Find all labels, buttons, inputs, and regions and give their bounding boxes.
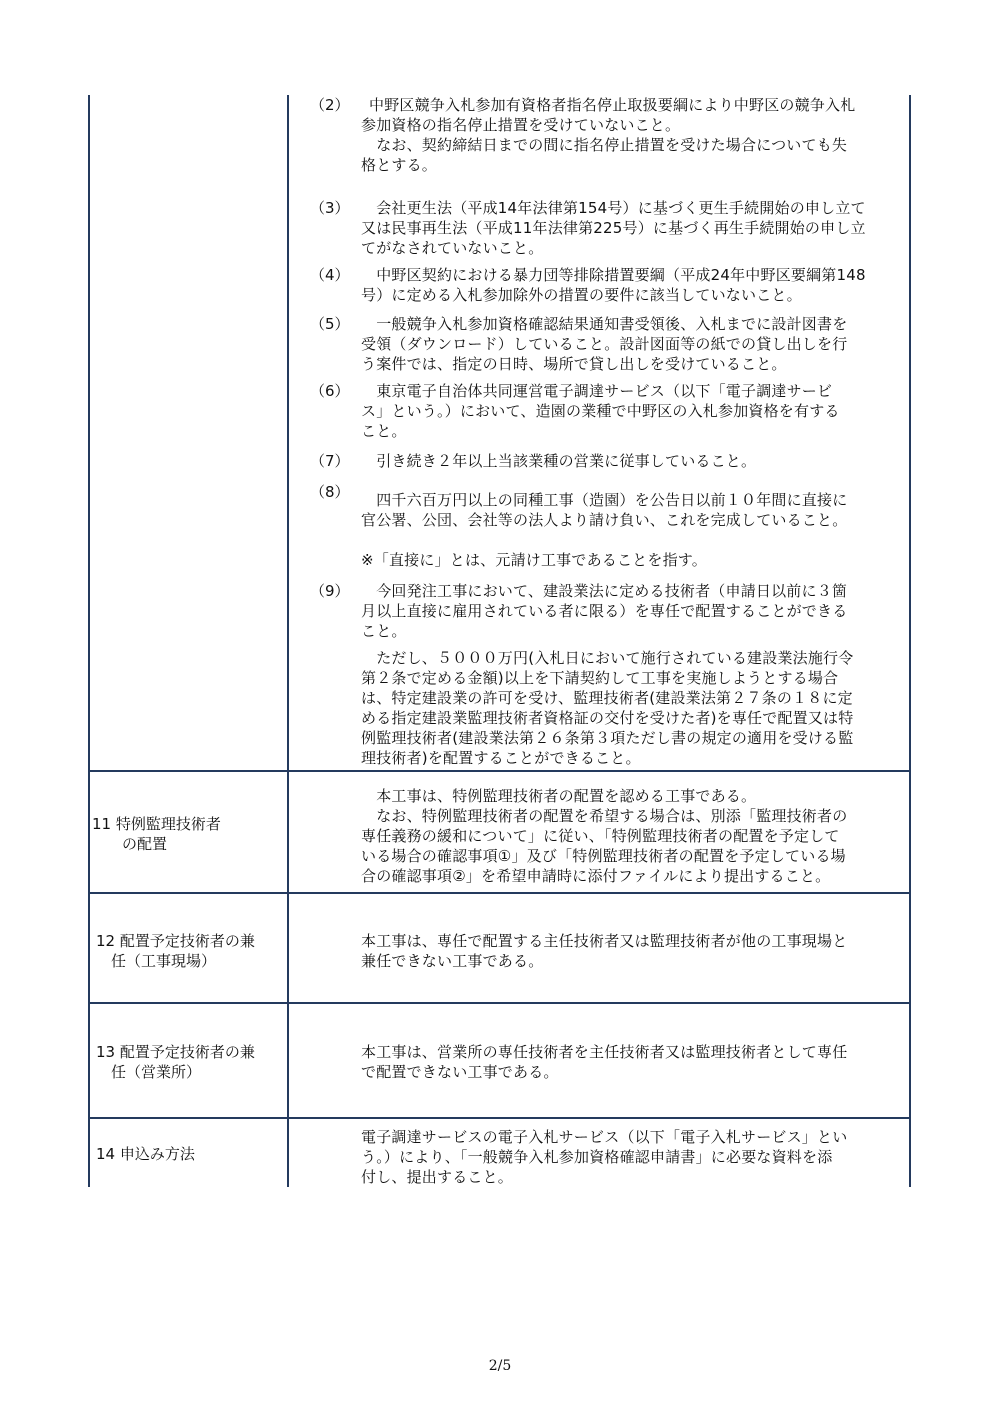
section-content-line: 専任義務の緩和について」に従い、「特例監理技術者の配置を予定して	[361, 827, 840, 845]
table-right-border	[909, 95, 911, 1187]
item-line: 官公署、公団、会社等の法人より請け負い、これを完成していること。	[361, 511, 848, 529]
item-line: 又は民事再生法（平成11年法律第225号）に基づく再生手続開始の申し立	[361, 219, 866, 237]
item-line: てがなされていないこと。	[361, 239, 544, 257]
item-line: 例監理技術者(建設業法第２６条第３項ただし書の規定の適用を受ける監	[361, 729, 854, 747]
item-line: 会社更生法（平成14年法律第154号）に基づく更生手続開始の申し立て	[361, 199, 866, 217]
table-column-divider	[287, 95, 289, 1187]
item-line: める指定建設業監理技術者資格証の交付を受けた者)を専任で配置又は特	[361, 709, 854, 727]
section-label: 任（工事現場）	[96, 952, 217, 970]
item-line: ス」という。）において、造園の業種で中野区の入札参加資格を有する	[361, 402, 840, 420]
item-line: 受領（ダウンロード）していること。設計図面等の紙での貸し出しを行	[361, 335, 848, 353]
item-line: 格とする。	[361, 156, 438, 174]
item-line: 東京電子自治体共同運営電子調達サービス（以下「電子調達サービ	[361, 382, 833, 400]
section-content-line: う。）により、「一般競争入札参加資格確認申請書」に必要な資料を添	[361, 1148, 833, 1166]
table-left-border	[88, 95, 90, 1187]
item-line: は、特定建設業の許可を受け、監理技術者(建設業法第２７条の１８に定	[361, 689, 853, 707]
item-number: （7）	[310, 452, 350, 470]
item-line: 第２条で定める金額)以上を下請契約して工事を実施しようとする場合	[361, 669, 839, 687]
item-line: 月以上直接に雇用されている者に限る）を専任で配置することができる	[361, 602, 848, 620]
item-number: （6）	[310, 382, 350, 400]
section-label: 任（営業所）	[96, 1063, 202, 1081]
section-content-line: 兼任できない工事である。	[361, 952, 544, 970]
section-content-line: 電子調達サービスの電子入札サービス（以下「電子入札サービス」とい	[361, 1128, 848, 1146]
item-line: う案件では、指定の日時、場所で貸し出しを受けていること。	[361, 355, 787, 373]
section-content-line: いる場合の確認事項①」及び「特例監理技術者の配置を予定している場	[361, 847, 846, 865]
section-label: 14 申込み方法	[96, 1145, 195, 1163]
item-number: （4）	[310, 266, 350, 284]
section-content-line: 本工事は、特例監理技術者の配置を認める工事である。	[361, 787, 757, 805]
item-line: 引き続き２年以上当該業種の営業に従事していること。	[361, 452, 757, 470]
section-content-line: 本工事は、専任で配置する主任技術者又は監理技術者が他の工事現場と	[361, 932, 848, 950]
item-number: （9）	[310, 582, 350, 600]
item-line: こと。	[361, 622, 407, 640]
section-content-line: 本工事は、営業所の専任技術者を主任技術者又は監理技術者として専任	[361, 1043, 848, 1061]
row-divider	[88, 892, 911, 894]
item-line: こと。	[361, 422, 407, 440]
section-label: 12 配置予定技術者の兼	[96, 932, 255, 950]
item-number: （3）	[310, 199, 350, 217]
row-divider	[88, 1117, 911, 1119]
item-line: 今回発注工事において、建設業法に定める技術者（申請日以前に３箇	[361, 582, 848, 600]
item-line: ただし、５０００万円(入札日において施行されている建設業法施行令	[361, 649, 854, 667]
section-content-line: 付し、提出すること。	[361, 1168, 514, 1186]
item-number: （8）	[310, 483, 350, 501]
page-number: 2/5	[488, 1358, 512, 1374]
item-line: 参加資格の指名停止措置を受けていないこと。	[361, 116, 681, 134]
section-content-line: なお、特例監理技術者の配置を希望する場合は、別添「監理技術者の	[361, 807, 848, 825]
section-content-line: 合の確認事項②」を希望申請時に添付ファイルにより提出すること。	[361, 867, 831, 885]
row-divider	[88, 1002, 911, 1004]
item-line: 一般競争入札参加資格確認結果通知書受領後、入札までに設計図書を	[361, 315, 848, 333]
section-content-line: で配置できない工事である。	[361, 1063, 559, 1081]
item-line: 理技術者)を配置することができること。	[361, 749, 641, 767]
note-line: ※「直接に」とは、元請け工事であることを指す。	[361, 551, 707, 569]
item-line: 四千六百万円以上の同種工事（造園）を公告日以前１０年間に直接に	[361, 491, 848, 509]
item-line: 号）に定める入札参加除外の措置の要件に該当していないこと。	[361, 286, 802, 304]
section-label: 11 特例監理技術者	[92, 815, 221, 833]
section-label: の配置	[92, 835, 168, 853]
item-number: （2）	[310, 96, 350, 114]
item-number: （5）	[310, 315, 350, 333]
row-divider	[88, 770, 911, 772]
item-line: なお、契約締結日までの間に指名停止措置を受けた場合についても失	[361, 136, 848, 154]
section-label: 13 配置予定技術者の兼	[96, 1043, 255, 1061]
item-line: 中野区競争入札参加有資格者指名停止取扱要綱により中野区の競争入札	[369, 96, 856, 114]
item-line: 中野区契約における暴力団等排除措置要綱（平成24年中野区要綱第148	[361, 266, 866, 284]
